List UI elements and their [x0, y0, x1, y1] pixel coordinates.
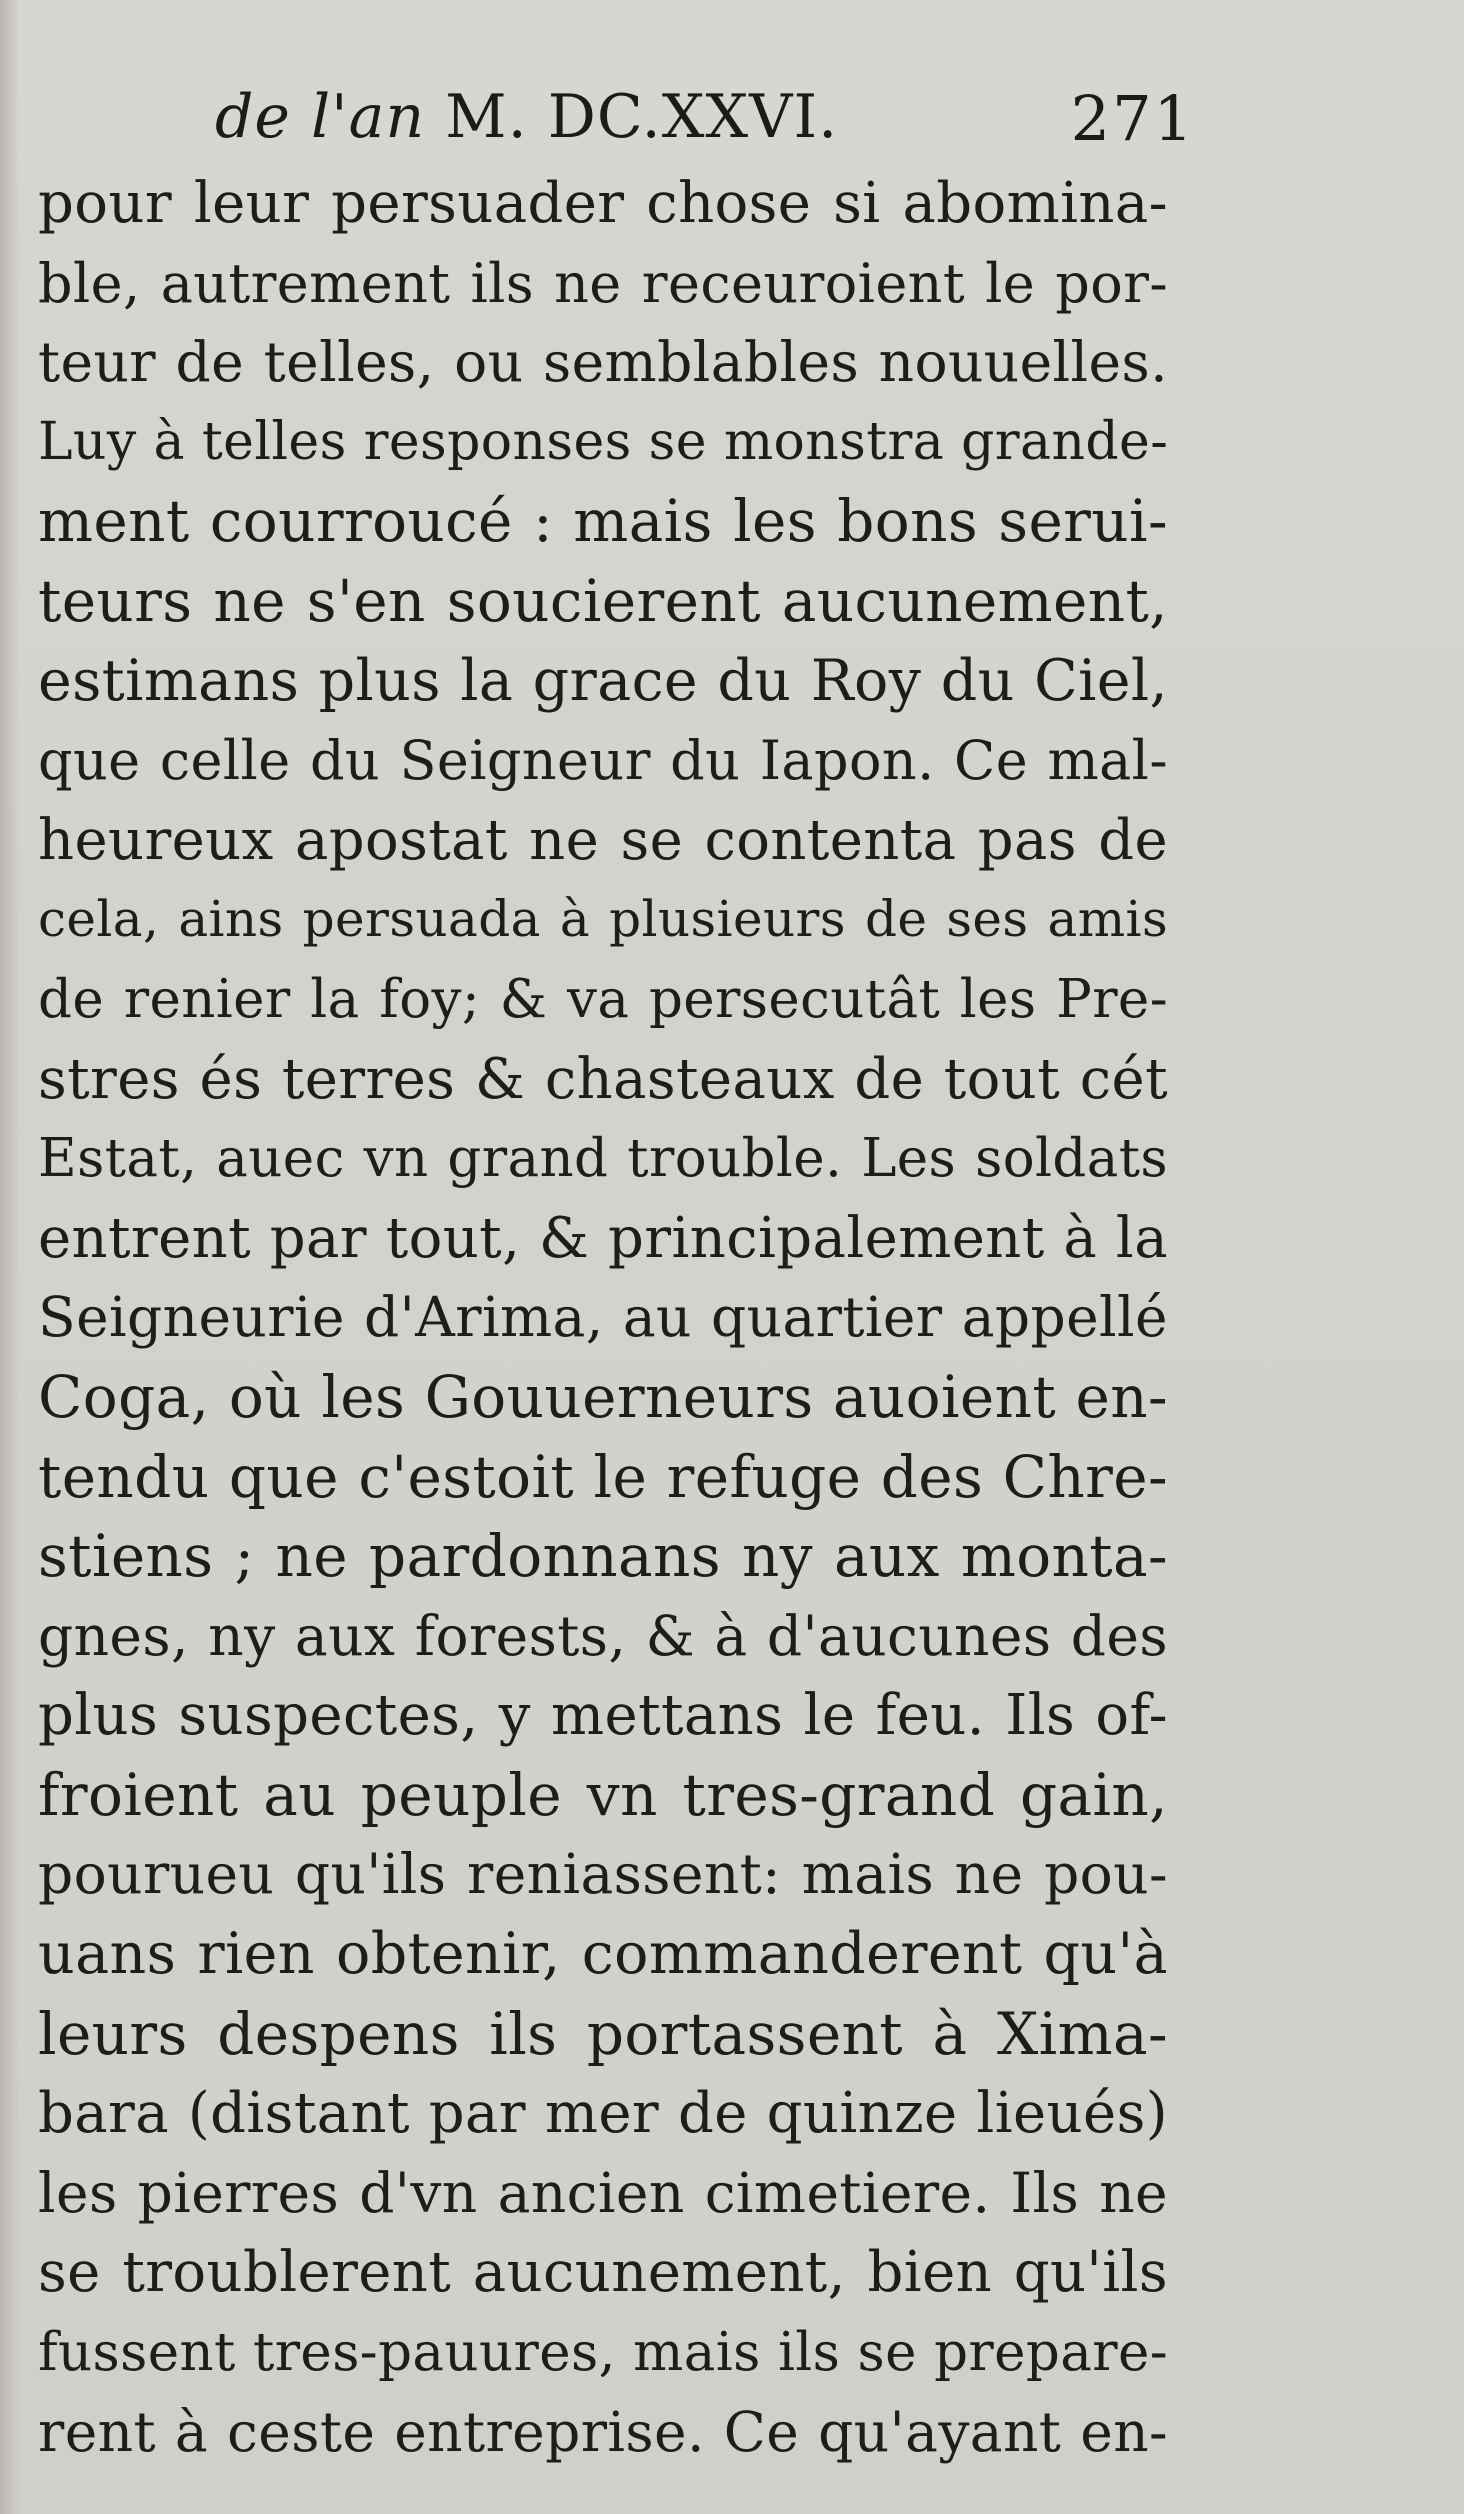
- text-line: estimans plus la grace du Roy du Ciel,: [38, 647, 1168, 714]
- text-line: leurs despens ils portassent à Xima-: [38, 1999, 1168, 2068]
- text-line: teurs ne s'en soucierent aucunement,: [38, 566, 1168, 635]
- text-line: bara (distant par mer de quinze lieués): [38, 2081, 1168, 2147]
- text-line: froient au peuple vn tres-grand gain,: [38, 1760, 1168, 1829]
- text-line: Coga, où les Gouuerneurs auoient en-: [38, 1362, 1168, 1431]
- text-line: que celle du Seigneur du Iapon. Ce mal-: [38, 729, 1168, 793]
- text-line: teur de telles, ou semblables nouuelles.: [38, 330, 1168, 395]
- text-line: Estat, auec vn grand trouble. Les soldats: [38, 1128, 1168, 1190]
- text-line: stres és terres & chasteaux de tout cét: [38, 1046, 1168, 1112]
- text-line: entrent par tout, & principalement à la: [38, 1205, 1168, 1271]
- text-line: cela, ains persuada à plusieurs de ses amis: [38, 890, 1168, 949]
- text-line: ment courroucé : mais les bons serui-: [38, 487, 1168, 556]
- running-head: [215, 82, 838, 152]
- text-line: heureux apostat ne se contenta pas de: [38, 807, 1168, 873]
- text-line: fussent tres-pauures, mais ils se prepare-: [38, 2322, 1169, 2384]
- text-line: Seigneurie d'Arima, au quartier appellé: [38, 1285, 1168, 1350]
- page-number: 271: [1070, 82, 1195, 155]
- text-line: tendu que c'estoit le refuge des Chre-: [38, 1442, 1168, 1511]
- text-line: se troublerent aucunement, bien qu'ils: [38, 2240, 1168, 2306]
- text-line: ble, autrement ils ne receuroient le por-: [38, 251, 1168, 315]
- running-head-italic: de l'an: [215, 82, 426, 152]
- text-line: pour leur persuader chose si abomina-: [38, 171, 1168, 236]
- text-line: stiens ; ne pardonnans ny aux monta-: [38, 1522, 1168, 1591]
- text-line: pourueu qu'ils reniassent: mais ne pou-: [38, 1842, 1168, 1907]
- text-line: les pierres d'vn ancien cimetiere. Ils ne: [38, 2160, 1168, 2225]
- text-line: uans rien obtenir, commanderent qu'à: [38, 1921, 1168, 1988]
- text-line: Luy à telles responses se monstra grande-: [38, 411, 1169, 472]
- running-head-year: M. DC.XXVI.: [445, 82, 839, 152]
- text-line: gnes, ny aux forests, & à d'aucunes des: [38, 1603, 1168, 1668]
- text-line: de renier la foy; & va persecutât les Pre-: [38, 968, 1168, 1030]
- body-text: [38, 164, 1168, 2472]
- page-edge-shadow: [0, 0, 20, 2514]
- page-header: [215, 82, 1195, 172]
- text-line: rent à ceste entreprise. Ce qu'ayant en-: [38, 2399, 1168, 2464]
- text-line: plus suspectes, y mettans le feu. Ils of-: [38, 1683, 1168, 1749]
